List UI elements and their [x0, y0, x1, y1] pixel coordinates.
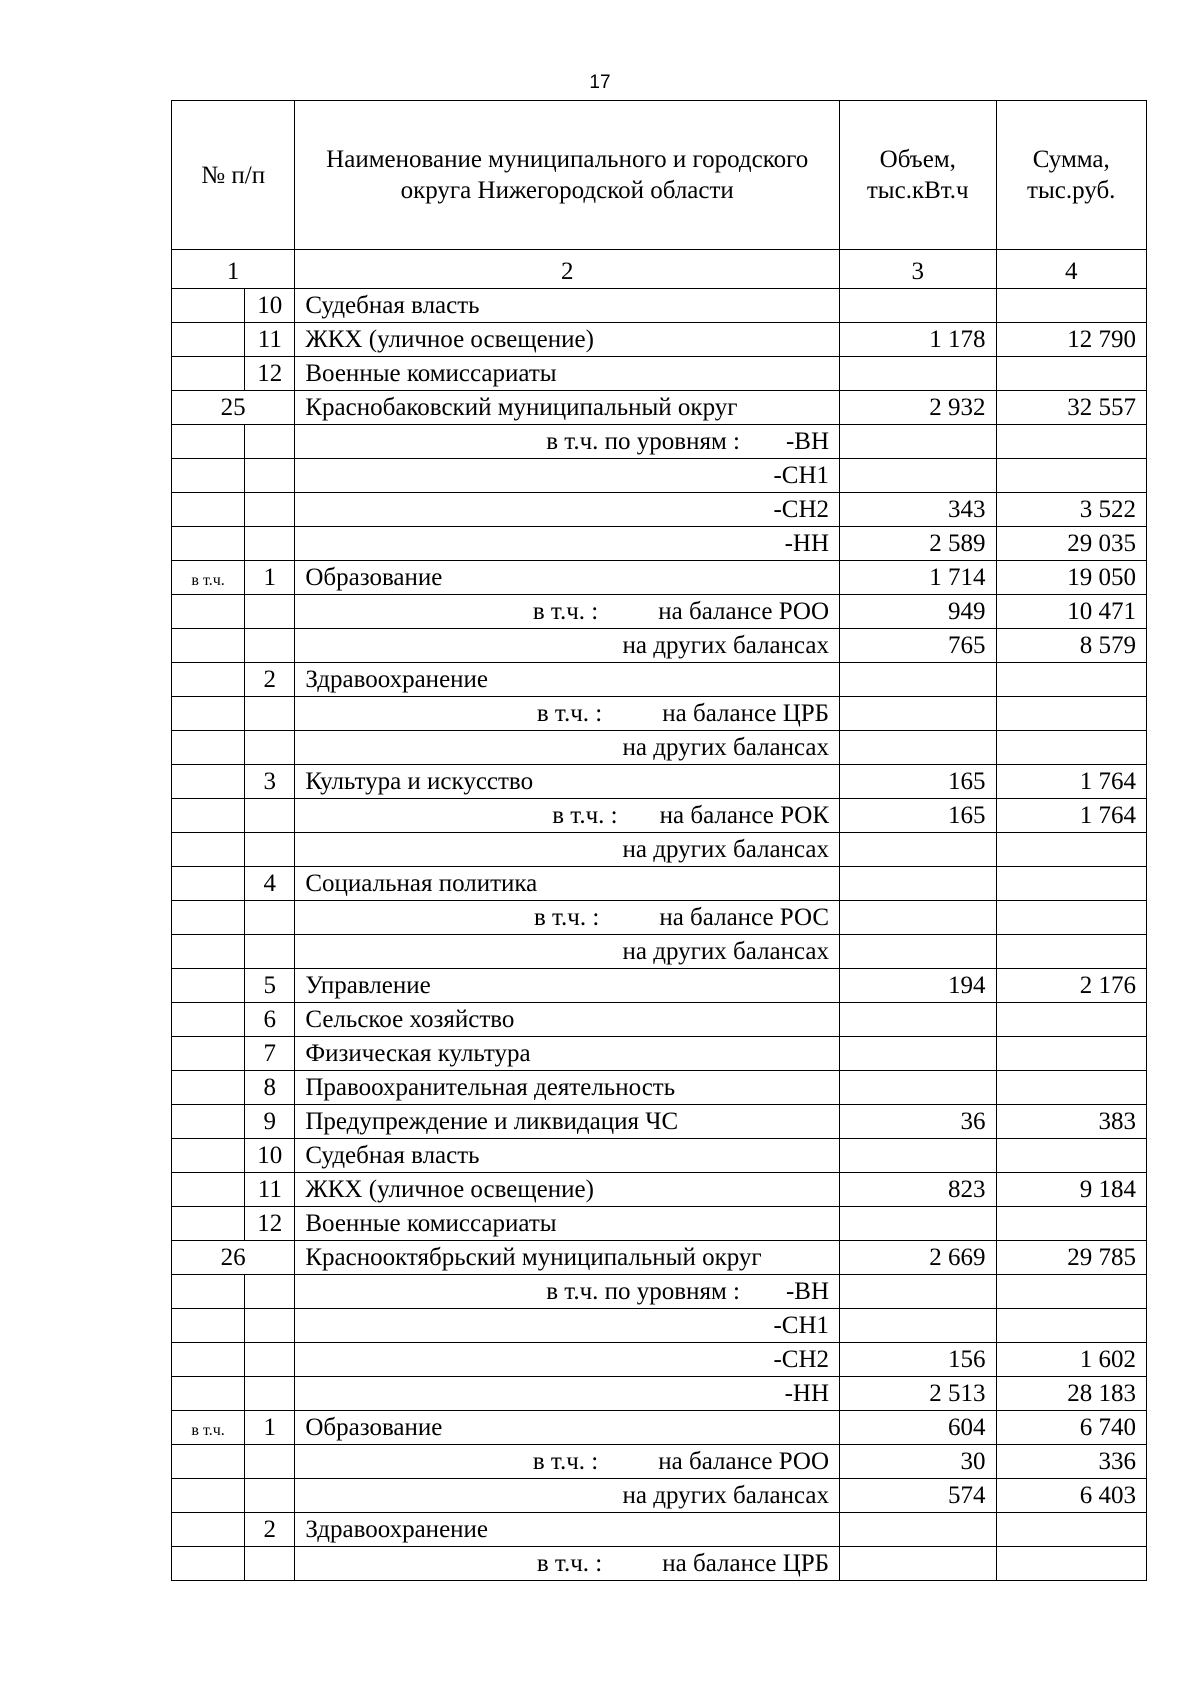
row-volume: 1 178	[840, 323, 996, 357]
row-name: Военные комиссариаты	[295, 357, 840, 391]
row-volume	[840, 1071, 996, 1105]
row-sum	[996, 1071, 1147, 1105]
row-volume	[840, 1037, 996, 1071]
row-item-number: 2	[245, 663, 295, 697]
table-row	[172, 459, 1147, 493]
row-group-label	[172, 1139, 245, 1173]
row-item-number: 12	[245, 357, 295, 391]
row-item-number	[245, 1547, 295, 1581]
row-name-wrap	[295, 1276, 839, 1308]
row-volume: 765	[840, 629, 996, 663]
table-row	[172, 1275, 1147, 1309]
row-name-wrap	[295, 1310, 839, 1342]
row-name: -ВН	[785, 1278, 830, 1305]
row-name: на балансе РОС	[659, 904, 830, 931]
row-item-number	[245, 1479, 295, 1513]
column-number: 2	[295, 250, 840, 289]
row-name-wrap	[295, 834, 839, 866]
row-name-cell	[295, 731, 840, 765]
table-row	[172, 493, 1147, 527]
row-name: Образование	[295, 561, 840, 595]
row-group-label	[172, 1513, 245, 1547]
row-volume: 343	[840, 493, 996, 527]
table-row	[172, 1411, 1147, 1445]
row-group-label	[172, 323, 245, 357]
row-sum	[996, 1547, 1147, 1581]
table-row	[172, 595, 1147, 629]
table-row	[172, 1003, 1147, 1037]
row-sum	[996, 867, 1147, 901]
row-item-number: 9	[245, 1105, 295, 1139]
row-group-label-text: в т.ч.	[191, 572, 225, 589]
row-name: -НН	[784, 1380, 830, 1407]
row-sum: 336	[996, 1445, 1147, 1479]
row-prefix: в т.ч. :	[552, 802, 618, 829]
row-prefix: в т.ч. по уровням :	[546, 428, 740, 455]
table-header-row	[172, 101, 1147, 250]
table-row	[172, 697, 1147, 731]
row-item-number	[245, 1275, 295, 1309]
row-prefix: в т.ч. :	[533, 904, 600, 931]
row-group-label	[172, 1003, 245, 1037]
consumption-table	[171, 100, 1147, 1581]
row-name-wrap	[295, 1344, 839, 1376]
row-sum: 3 522	[996, 493, 1147, 527]
row-volume: 949	[840, 595, 996, 629]
row-item-number: 1	[245, 561, 295, 595]
row-volume	[840, 289, 996, 323]
row-item-number: 11	[245, 323, 295, 357]
row-group-label	[172, 1309, 245, 1343]
row-group-label	[172, 1275, 245, 1309]
row-volume: 30	[840, 1445, 996, 1479]
row-item-number	[245, 799, 295, 833]
row-group-label	[172, 697, 245, 731]
row-sum: 32 557	[996, 391, 1147, 425]
row-name-cell	[295, 1275, 840, 1309]
row-volume	[840, 731, 996, 765]
row-item-number: 6	[245, 1003, 295, 1037]
row-name-cell	[295, 833, 840, 867]
row-name: на балансе РОО	[658, 1448, 830, 1475]
table-row	[172, 969, 1147, 1003]
column-number: 1	[172, 250, 295, 289]
table-row	[172, 901, 1147, 935]
table-row	[172, 1207, 1147, 1241]
row-district-number: 25	[172, 391, 295, 425]
row-group-label	[172, 459, 245, 493]
row-group-label	[172, 799, 245, 833]
row-item-number: 1	[245, 1411, 295, 1445]
row-volume: 2 669	[840, 1241, 996, 1275]
row-group-label	[172, 561, 245, 595]
row-sum: 29 785	[996, 1241, 1147, 1275]
row-item-number	[245, 527, 295, 561]
table-row	[172, 629, 1147, 663]
row-item-number: 4	[245, 867, 295, 901]
table-row	[172, 799, 1147, 833]
row-name: Образование	[295, 1411, 840, 1445]
row-name: Сельское хозяйство	[295, 1003, 840, 1037]
row-name-cell	[295, 799, 840, 833]
table-row	[172, 425, 1147, 459]
table-row	[172, 867, 1147, 901]
table-row	[172, 833, 1147, 867]
row-volume	[840, 1547, 996, 1581]
row-item-number: 10	[245, 1139, 295, 1173]
row-sum: 29 035	[996, 527, 1147, 561]
row-name-cell	[295, 1445, 840, 1479]
row-name: ЖКХ (уличное освещение)	[295, 1173, 840, 1207]
row-group-label	[172, 493, 245, 527]
table-row	[172, 1309, 1147, 1343]
row-volume: 2 513	[840, 1377, 996, 1411]
row-sum	[996, 1309, 1147, 1343]
row-group-label	[172, 1105, 245, 1139]
row-sum: 1 764	[996, 799, 1147, 833]
row-group-label	[172, 833, 245, 867]
row-volume	[840, 1003, 996, 1037]
row-item-number	[245, 731, 295, 765]
table-row	[172, 1105, 1147, 1139]
table-row	[172, 1343, 1147, 1377]
row-item-number	[245, 493, 295, 527]
table-row	[172, 731, 1147, 765]
row-sum: 6 403	[996, 1479, 1147, 1513]
row-name-cell	[295, 1377, 840, 1411]
table-row	[172, 561, 1147, 595]
row-sum	[996, 663, 1147, 697]
row-item-number: 10	[245, 289, 295, 323]
row-sum: 383	[996, 1105, 1147, 1139]
row-volume: 604	[840, 1411, 996, 1445]
row-group-label-text: в т.ч.	[191, 1422, 225, 1439]
row-item-number	[245, 901, 295, 935]
row-item-number	[245, 1309, 295, 1343]
row-name: Здравоохранение	[295, 663, 840, 697]
row-name: на балансе РОО	[658, 598, 830, 625]
row-name: на балансе РОК	[659, 802, 830, 829]
table-row	[172, 1241, 1147, 1275]
row-name-cell	[295, 629, 840, 663]
row-group-label	[172, 289, 245, 323]
row-item-number	[245, 595, 295, 629]
header-col-volume: Объем, тыс.кВт.ч	[840, 101, 996, 250]
row-item-number	[245, 1445, 295, 1479]
row-volume	[840, 1139, 996, 1173]
row-name-cell	[295, 697, 840, 731]
row-item-number: 11	[245, 1173, 295, 1207]
row-name: Культура и искусство	[295, 765, 840, 799]
row-name: -СН1	[773, 462, 830, 489]
row-volume: 165	[840, 765, 996, 799]
header-col-name: Наименование муниципального и городского округа Нижегородской области	[295, 101, 840, 250]
row-name: на других балансах	[622, 1482, 830, 1509]
row-name: -СН1	[773, 1312, 830, 1339]
row-name-wrap	[295, 494, 839, 526]
row-sum	[996, 1275, 1147, 1309]
column-number: 4	[996, 250, 1147, 289]
row-volume	[840, 1309, 996, 1343]
row-volume: 194	[840, 969, 996, 1003]
row-name-cell	[295, 425, 840, 459]
row-item-number: 12	[245, 1207, 295, 1241]
table-row	[172, 1513, 1147, 1547]
row-volume	[840, 425, 996, 459]
row-item-number	[245, 1377, 295, 1411]
row-volume	[840, 663, 996, 697]
row-item-number	[245, 459, 295, 493]
row-name: Краснооктябрьский муниципальный округ	[295, 1241, 840, 1275]
row-name-cell	[295, 1343, 840, 1377]
page-number: 17	[589, 72, 611, 93]
row-group-label	[172, 1207, 245, 1241]
row-sum	[996, 1037, 1147, 1071]
row-name: -НН	[784, 530, 830, 557]
row-group-label	[172, 1173, 245, 1207]
row-group-label	[172, 663, 245, 697]
row-sum: 1 602	[996, 1343, 1147, 1377]
row-volume: 823	[840, 1173, 996, 1207]
row-group-label	[172, 1547, 245, 1581]
table-row	[172, 1071, 1147, 1105]
row-sum: 6 740	[996, 1411, 1147, 1445]
row-name-cell	[295, 493, 840, 527]
row-sum	[996, 357, 1147, 391]
row-sum	[996, 1207, 1147, 1241]
row-sum: 19 050	[996, 561, 1147, 595]
row-group-label	[172, 595, 245, 629]
column-number: 3	[840, 250, 996, 289]
row-name: на балансе ЦРБ	[662, 700, 830, 727]
row-name: на других балансах	[622, 836, 830, 863]
row-sum	[996, 1513, 1147, 1547]
row-item-number: 2	[245, 1513, 295, 1547]
row-group-label	[172, 1071, 245, 1105]
table-row	[172, 357, 1147, 391]
row-name-cell	[295, 901, 840, 935]
row-group-label	[172, 1343, 245, 1377]
row-volume: 36	[840, 1105, 996, 1139]
row-sum	[996, 289, 1147, 323]
row-name-cell	[295, 527, 840, 561]
row-group-label	[172, 1377, 245, 1411]
table-row	[172, 1037, 1147, 1071]
table-row	[172, 663, 1147, 697]
row-name: -СН2	[773, 1346, 830, 1373]
row-volume	[840, 867, 996, 901]
row-name: -ВН	[785, 428, 830, 455]
column-number-row	[172, 250, 1147, 289]
row-name: Правоохранительная деятельность	[295, 1071, 840, 1105]
row-sum	[996, 731, 1147, 765]
header-col-sum: Сумма, тыс.руб.	[996, 101, 1147, 250]
row-name-wrap	[295, 732, 839, 764]
table-row	[172, 1139, 1147, 1173]
row-volume: 1 714	[840, 561, 996, 595]
row-sum	[996, 833, 1147, 867]
table-row	[172, 1173, 1147, 1207]
row-name-wrap	[295, 1480, 839, 1512]
row-name: на других балансах	[622, 938, 830, 965]
row-sum	[996, 1003, 1147, 1037]
row-volume: 156	[840, 1343, 996, 1377]
row-group-label	[172, 1411, 245, 1445]
row-volume	[840, 459, 996, 493]
row-name-wrap	[295, 902, 839, 934]
row-group-label	[172, 765, 245, 799]
row-name-cell	[295, 935, 840, 969]
row-sum	[996, 1139, 1147, 1173]
row-name-wrap	[295, 800, 839, 832]
row-volume: 165	[840, 799, 996, 833]
row-volume	[840, 833, 996, 867]
row-group-label	[172, 1479, 245, 1513]
row-sum	[996, 459, 1147, 493]
row-item-number	[245, 935, 295, 969]
row-sum	[996, 425, 1147, 459]
row-name-wrap	[295, 596, 839, 628]
row-item-number	[245, 629, 295, 663]
row-name: Управление	[295, 969, 840, 1003]
row-group-label	[172, 629, 245, 663]
table-row	[172, 935, 1147, 969]
row-volume	[840, 1513, 996, 1547]
row-volume: 2 589	[840, 527, 996, 561]
row-item-number: 5	[245, 969, 295, 1003]
row-name: Военные комиссариаты	[295, 1207, 840, 1241]
row-group-label	[172, 731, 245, 765]
table-row	[172, 289, 1147, 323]
table-row	[172, 1377, 1147, 1411]
row-name-wrap	[295, 1378, 839, 1410]
row-name: Физическая культура	[295, 1037, 840, 1071]
row-sum: 9 184	[996, 1173, 1147, 1207]
row-group-label	[172, 527, 245, 561]
row-name: Судебная власть	[295, 289, 840, 323]
row-item-number: 8	[245, 1071, 295, 1105]
row-prefix: в т.ч. :	[532, 598, 599, 625]
row-name-wrap	[295, 528, 839, 560]
row-name: ЖКХ (уличное освещение)	[295, 323, 840, 357]
row-prefix: в т.ч. :	[532, 1448, 599, 1475]
row-name: на балансе ЦРБ	[662, 1550, 830, 1577]
row-name-wrap	[295, 698, 839, 730]
row-sum: 8 579	[996, 629, 1147, 663]
row-sum: 12 790	[996, 323, 1147, 357]
row-sum: 1 764	[996, 765, 1147, 799]
row-sum: 28 183	[996, 1377, 1147, 1411]
row-name: -СН2	[773, 496, 830, 523]
row-group-label	[172, 901, 245, 935]
row-sum	[996, 697, 1147, 731]
row-name-cell	[295, 1479, 840, 1513]
row-item-number: 7	[245, 1037, 295, 1071]
row-volume	[840, 1207, 996, 1241]
row-name-cell	[295, 459, 840, 493]
row-name-cell	[295, 1547, 840, 1581]
table-row	[172, 1547, 1147, 1581]
row-item-number	[245, 1343, 295, 1377]
row-volume	[840, 357, 996, 391]
row-volume	[840, 1275, 996, 1309]
row-group-label	[172, 357, 245, 391]
row-group-label	[172, 425, 245, 459]
row-volume: 574	[840, 1479, 996, 1513]
row-name-wrap	[295, 426, 839, 458]
row-volume	[840, 697, 996, 731]
table-row	[172, 765, 1147, 799]
row-group-label	[172, 867, 245, 901]
row-name-wrap	[295, 1548, 839, 1580]
row-sum: 10 471	[996, 595, 1147, 629]
row-name-wrap	[295, 1446, 839, 1478]
row-name-wrap	[295, 460, 839, 492]
row-group-label	[172, 1037, 245, 1071]
row-volume	[840, 935, 996, 969]
table-row	[172, 527, 1147, 561]
row-district-number: 26	[172, 1241, 295, 1275]
header-col-no: № п/п	[172, 101, 295, 250]
row-name: Предупреждение и ликвидация ЧС	[295, 1105, 840, 1139]
row-name: Социальная политика	[295, 867, 840, 901]
table-row	[172, 1479, 1147, 1513]
row-sum: 2 176	[996, 969, 1147, 1003]
row-volume	[840, 901, 996, 935]
table-row	[172, 323, 1147, 357]
row-sum	[996, 935, 1147, 969]
row-name-wrap	[295, 936, 839, 968]
row-volume: 2 932	[840, 391, 996, 425]
row-sum	[996, 901, 1147, 935]
table-row	[172, 1445, 1147, 1479]
row-name: на других балансах	[622, 734, 830, 761]
row-item-number	[245, 425, 295, 459]
row-group-label	[172, 1445, 245, 1479]
row-name-cell	[295, 1309, 840, 1343]
row-group-label	[172, 935, 245, 969]
row-name: Здравоохранение	[295, 1513, 840, 1547]
row-name: Судебная власть	[295, 1139, 840, 1173]
row-item-number	[245, 833, 295, 867]
row-prefix: в т.ч. :	[536, 700, 603, 727]
table-row	[172, 391, 1147, 425]
row-name: на других балансах	[622, 632, 830, 659]
row-name-cell	[295, 595, 840, 629]
row-item-number: 3	[245, 765, 295, 799]
row-group-label	[172, 969, 245, 1003]
row-prefix: в т.ч. :	[536, 1550, 603, 1577]
row-item-number	[245, 697, 295, 731]
row-prefix: в т.ч. по уровням :	[546, 1278, 740, 1305]
row-name: Краснобаковский муниципальный округ	[295, 391, 840, 425]
row-name-wrap	[295, 630, 839, 662]
